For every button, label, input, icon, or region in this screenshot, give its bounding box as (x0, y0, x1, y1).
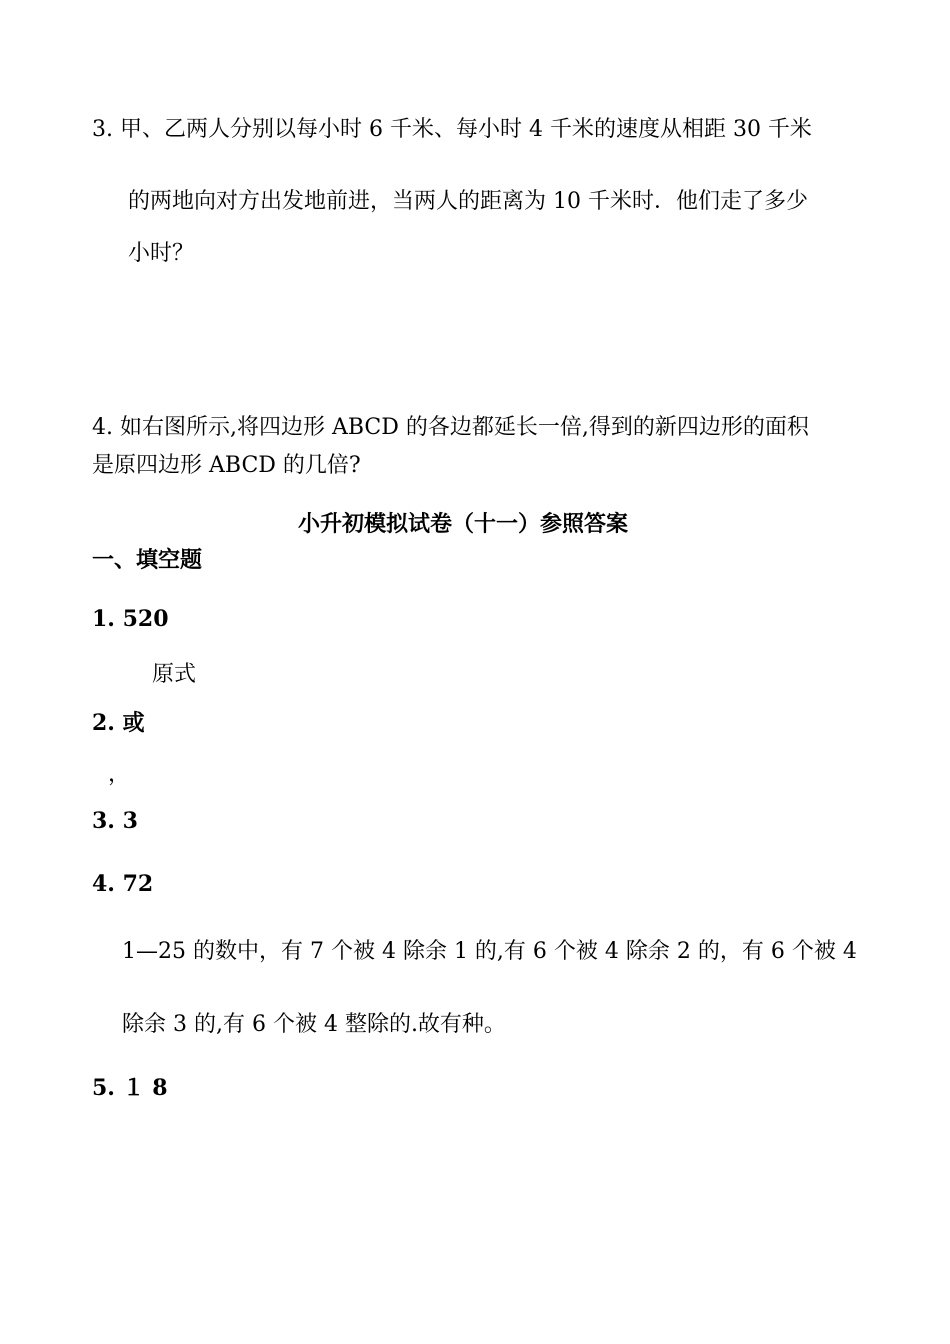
answer-1-note: 原式 (152, 662, 197, 687)
answer-4-line-1: 1—25 的数中，有 7 个被 4 除余 1 的,有 6 个被 4 除余 2 的，有 6 个被 4 (122, 939, 857, 964)
question-4-line-1: 4. 如右图所示,将四边形 ABCD 的各边都延长一倍,得到的新四边形的面积 (92, 415, 809, 440)
section-heading: 一、填空题 (92, 547, 203, 573)
question-3-line-2: 的两地向对方出发地前进，当两人的距离为 10 千米时．他们走了多少 (128, 189, 808, 214)
question-3-line-1: 3. 甲、乙两人分别以每小时 6 千米、每小时 4 千米的速度从相距 30 千米 (92, 117, 812, 142)
answer-4-label: 4. 72 (92, 871, 154, 897)
answer-2-label: 2. 或 (92, 710, 145, 736)
answer-5-label: 5. １ 8 (92, 1075, 168, 1101)
answer-3-label: 3. 3 (92, 808, 138, 834)
answers-title: 小升初模拟试卷（十一）参照答案 (298, 511, 629, 537)
answer-1-label: 1. 520 (92, 606, 169, 632)
answer-4-line-2: 除余 3 的,有 6 个被 4 整除的.故有种。 (122, 1012, 506, 1037)
question-3-line-3: 小时？ (128, 241, 195, 266)
answer-2-note: ， (108, 762, 131, 787)
question-4-line-2: 是原四边形 ABCD 的几倍? (92, 453, 361, 478)
